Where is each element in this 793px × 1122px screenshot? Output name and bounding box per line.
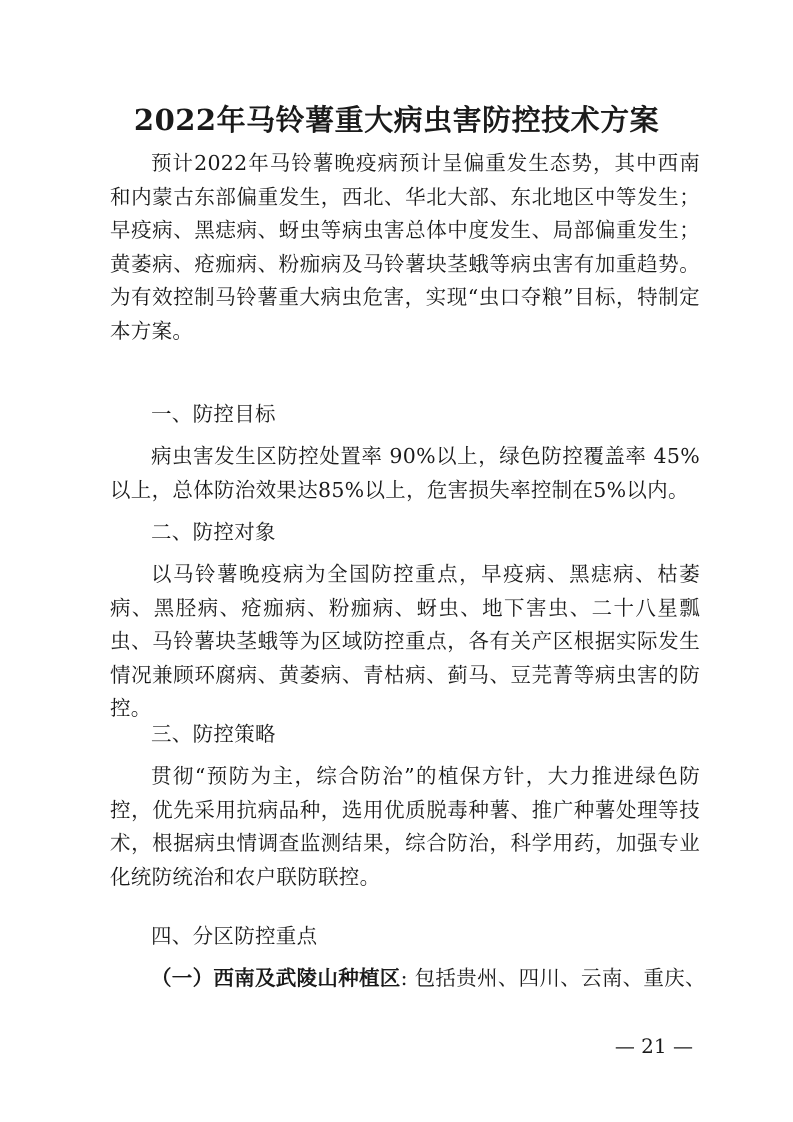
section-body-targets: 以马铃薯晚疫病为全国防控重点，早疫病、黑痣病、枯萎病、黑胫病、疮痂病、粉痂病、蚜虫、地下害虫、二十八星瓢虫、马铃薯块茎蛾等为区域防控重点，各有关产区根据实际发生情况兼顾环腐病、黄萎病、青枯病、蓟马、豆芫菁等病虫害的防控。 xyxy=(110,562,700,720)
intro-paragraph: 预计2022年马铃薯晚疫病预计呈偏重发生态势，其中西南和内蒙古东部偏重发生，西北、华北大部、东北地区中等发生；早疫病、黑痣病、蚜虫等病虫害总体中度发生、局部偏重发生；黄萎病、疮痂病、粉痂病及马铃薯块茎蛾等病虫害有加重趋势。为有效控制马铃薯重大病虫危害，实现“虫口夺粮”目标，特制定本方案。 xyxy=(110,151,700,343)
section-heading-targets: 二、防控对象 xyxy=(151,520,276,544)
section-heading-strategy: 三、防控策略 xyxy=(151,722,276,746)
subsection-southwest xyxy=(151,962,706,996)
subsection-label: （一）西南及武陵山种植区 xyxy=(151,966,401,990)
document-title: 2022年马铃薯重大病虫害防控技术方案 xyxy=(133,103,660,137)
section-body-goals: 病虫害发生区防控处置率 90%以上，绿色防控覆盖率 45%以上，总体防治效果达85%以上，危害损失率控制在5%以内。 xyxy=(110,444,700,502)
subsection-text: : 包括贵州、四川、云南、重庆、 xyxy=(400,966,706,990)
section-body-strategy: 贯彻“预防为主，综合防治”的植保方针，大力推进绿色防控，优先采用抗病品种，选用优质脱毒种薯、推广种薯处理等技术，根据病虫情调查监测结果，综合防治，科学用药，加强专业化统防统治和农户联防联控。 xyxy=(110,764,700,889)
page-number: — 21 — xyxy=(614,1034,693,1058)
section-heading-goals: 一、防控目标 xyxy=(151,402,276,426)
section-heading-zones: 四、分区防控重点 xyxy=(151,924,318,948)
